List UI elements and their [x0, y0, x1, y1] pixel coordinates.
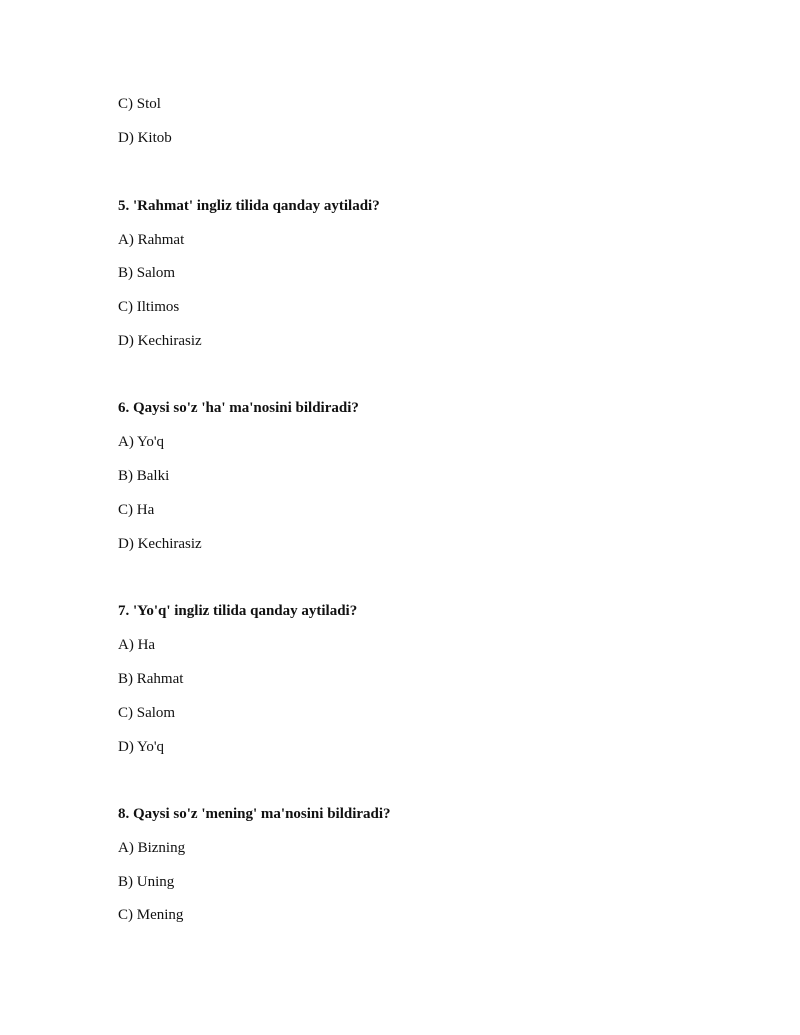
option-fragment-d: D) Kitob: [118, 130, 172, 146]
question-6-option-d: D) Kechirasiz: [118, 536, 202, 552]
question-5: 5. 'Rahmat' ingliz tilida qanday aytiladi?: [118, 198, 380, 214]
question-5-option-b: B) Salom: [118, 265, 176, 281]
question-6: 6. Qaysi so'z 'ha' ma'nosini bildiradi?: [118, 400, 359, 416]
question-5-option-d: D) Kechirasiz: [118, 333, 202, 349]
question-8-option-a: A) Bizning: [118, 840, 186, 856]
question-7-option-d: D) Yo'q: [118, 739, 165, 755]
question-8: 8. Qaysi so'z 'mening' ma'nosini bildiradi?: [118, 806, 391, 822]
question-7-option-c: C) Salom: [118, 705, 176, 721]
question-8-option-c: C) Mening: [118, 907, 184, 923]
question-6-option-c: C) Ha: [118, 502, 155, 518]
question-5-option-a: A) Rahmat: [118, 232, 185, 248]
option-fragment-c: C) Stol: [118, 96, 161, 112]
question-7-option-a: A) Ha: [118, 637, 156, 653]
question-7: 7. 'Yo'q' ingliz tilida qanday aytiladi?: [118, 603, 358, 619]
question-5-option-c: C) Iltimos: [118, 299, 180, 315]
question-6-option-b: B) Balki: [118, 468, 170, 484]
question-6-option-a: A) Yo'q: [118, 434, 165, 450]
question-7-option-b: B) Rahmat: [118, 671, 184, 687]
question-8-option-b: B) Uning: [118, 874, 175, 890]
